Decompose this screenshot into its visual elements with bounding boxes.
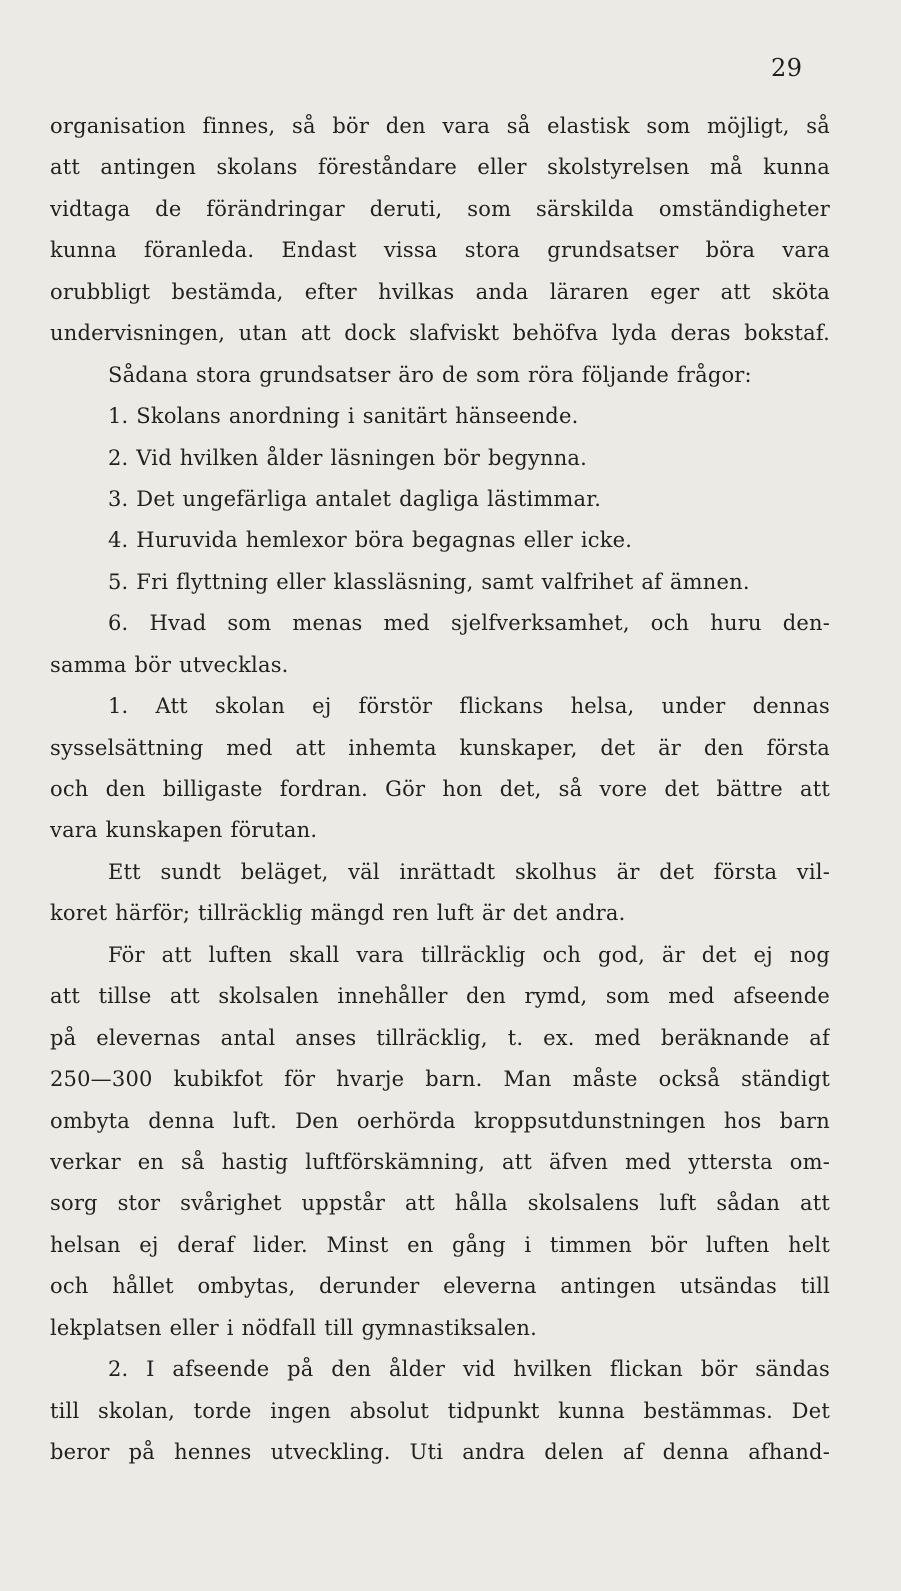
text-line: För att luften skall vara tillräcklig och god, är det ej nog — [108, 942, 830, 967]
text-line: sysselsättning med att inhemta kunskaper, det är den första — [50, 735, 830, 760]
text-line: Ett sundt beläget, väl inrättadt skolhus är det första vil- — [108, 859, 830, 884]
text-line: att antingen skolans föreståndare eller skolstyrelsen må kunna — [50, 155, 830, 180]
text-line: orubbligt bestämda, efter hvilkas anda läraren eger att sköta — [50, 279, 830, 304]
text-line: kunna föranleda. Endast vissa stora grundsatser böra vara — [50, 238, 830, 263]
text-line: helsan ej deraf lider. Minst en gång i timmen bör luften helt — [50, 1232, 830, 1257]
text-line: 2. Vid hvilken ålder läsningen bör begynna. — [108, 445, 588, 470]
page-number: 29 — [771, 54, 803, 82]
text-line: 6. Hvad som menas med sjelfverksamhet, och huru den- — [108, 611, 830, 636]
text-line: koret härför; tillräcklig mängd ren luft är det andra. — [50, 901, 626, 926]
text-line: att tillse att skolsalen innehåller den rymd, som med afseende — [50, 984, 830, 1009]
text-line: beror på hennes utveckling. Uti andra delen af denna afhand- — [50, 1440, 830, 1464]
text-line: vara kunskapen förutan. — [50, 818, 318, 843]
text-line: vidtaga de förändringar deruti, som särskilda omständigheter — [50, 196, 830, 221]
text-line: och hållet ombytas, derunder eleverna antingen utsändas till — [50, 1274, 830, 1299]
text-line: på elevernas antal anses tillräcklig, t. ex. med beräknande af — [50, 1025, 830, 1050]
text-line: 2. I afseende på den ålder vid hvilken flickan bör sändas — [108, 1357, 830, 1382]
text-line: organisation finnes, så bör den vara så elastisk som möjligt, så — [50, 114, 830, 138]
text-line: 1. Skolans anordning i sanitärt hänseende. — [108, 404, 579, 429]
text-line: Sådana stora grundsatser äro de som röra följande frågor: — [108, 362, 752, 387]
text-line: samma bör utvecklas. — [50, 652, 289, 677]
text-line: till skolan, torde ingen absolut tidpunkt kunna bestämmas. Det — [50, 1398, 830, 1423]
text-line: lekplatsen eller i nödfall till gymnastiksalen. — [50, 1315, 538, 1340]
body-text — [50, 106, 830, 1473]
text-line: verkar en så hastig luftförskämning, att äfven med yttersta om- — [50, 1149, 830, 1174]
text-line: undervisningen, utan att dock slafviskt behöfva lyda deras bokstaf. — [50, 321, 830, 346]
text-line: sorg stor svårighet uppstår att hålla skolsalens luft sådan att — [50, 1191, 830, 1216]
text-line: 4. Huruvida hemlexor böra begagnas eller icke. — [108, 528, 633, 553]
text-line: 3. Det ungefärliga antalet dagliga lästimmar. — [108, 486, 602, 511]
text-line: 1. Att skolan ej förstör flickans helsa, under dennas — [108, 694, 830, 719]
text-line: 5. Fri flyttning eller klassläsning, samt valfrihet af ämnen. — [108, 569, 750, 594]
text-line: 250—300 kubikfot för hvarje barn. Man måste också ständigt — [50, 1067, 830, 1092]
text-line: och den billigaste fordran. Gör hon det, så vore det bättre att — [50, 777, 830, 801]
text-line: ombyta denna luft. Den oerhörda kroppsutdunstningen hos barn — [50, 1108, 830, 1133]
